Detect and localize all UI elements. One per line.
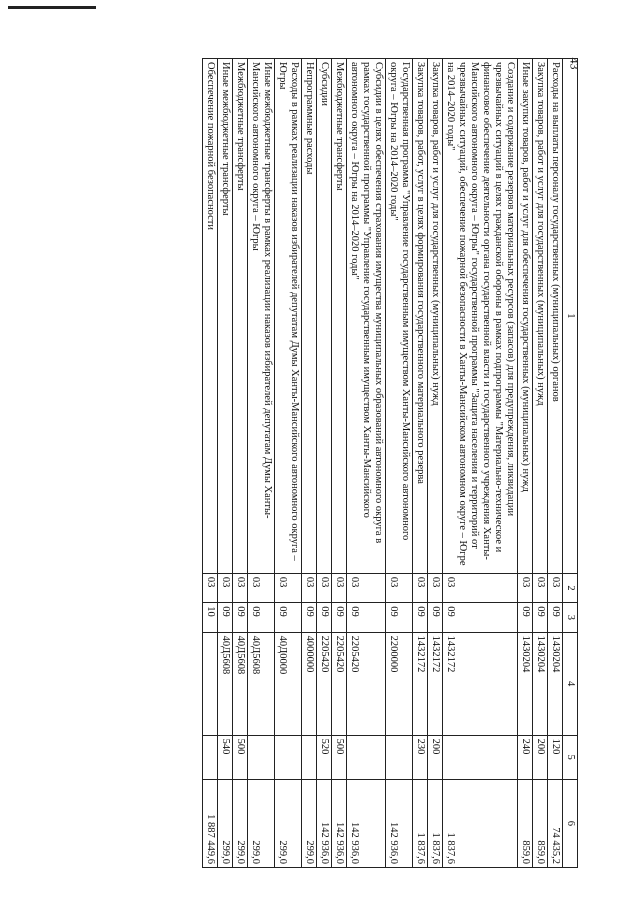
table-row <box>443 59 518 868</box>
row-section-cell: 03 <box>332 573 347 602</box>
row-code-cell: 40Д5608 <box>248 632 275 735</box>
row-section-cell: 03 <box>548 573 563 602</box>
row-code-cell: 1432172 <box>428 632 443 735</box>
row-name-cell: Иные закупки товаров, работ и услуг для обеспечения государственных (муниципальных) нужд <box>518 59 533 574</box>
row-sum-cell: 142 936,0 <box>347 779 386 867</box>
table-row <box>332 59 347 868</box>
row-subsection-cell: 09 <box>233 603 248 632</box>
row-type-cell <box>347 735 386 779</box>
table-row <box>275 59 302 868</box>
row-code-cell: 1430204 <box>548 632 563 735</box>
row-name-cell: Закупка товаров, работ и услуг для государственных (муниципальных) нужд <box>428 59 443 574</box>
table-row <box>248 59 275 868</box>
row-name-cell: Расходы на выплаты персоналу государственных (муниципальных) органов <box>548 59 563 574</box>
row-section-cell: 03 <box>233 573 248 602</box>
row-name-cell: Иные межбюджетные трансферты <box>218 59 233 574</box>
row-section-cell: 03 <box>302 573 317 602</box>
row-code-cell: 40Д0000 <box>275 632 302 735</box>
table-row <box>533 59 548 868</box>
row-code-cell <box>203 632 218 735</box>
table-row <box>203 59 218 868</box>
header-cell: 2 <box>563 573 578 602</box>
row-section-cell: 03 <box>428 573 443 602</box>
row-type-cell <box>302 735 317 779</box>
row-name-cell: Межбюджетные трансферты <box>332 59 347 574</box>
row-subsection-cell: 09 <box>428 603 443 632</box>
table-row <box>302 59 317 868</box>
row-subsection-cell: 10 <box>203 603 218 632</box>
header-row <box>563 59 578 868</box>
row-subsection-cell: 09 <box>413 603 428 632</box>
row-section-cell: 03 <box>518 573 533 602</box>
row-section-cell: 03 <box>413 573 428 602</box>
row-sum-cell: 142 936,0 <box>332 779 347 867</box>
row-section-cell: 03 <box>533 573 548 602</box>
row-sum-cell: 859,0 <box>533 779 548 867</box>
row-type-cell: 200 <box>428 735 443 779</box>
header-cell: 1 <box>563 59 578 574</box>
row-type-cell <box>248 735 275 779</box>
row-code-cell: 1430204 <box>533 632 548 735</box>
row-name-cell: Закупка товаров, работ и услуг для государственных (муниципальных) нужд <box>533 59 548 574</box>
row-name-cell: Обеспечение пожарной безопасности <box>203 59 218 574</box>
header-cell: 5 <box>563 735 578 779</box>
row-code-cell: 2205420 <box>347 632 386 735</box>
row-type-cell: 540 <box>218 735 233 779</box>
row-code-cell: 40Д5608 <box>233 632 248 735</box>
row-subsection-cell: 09 <box>218 603 233 632</box>
row-subsection-cell: 09 <box>332 603 347 632</box>
page-number: 43 <box>567 57 582 70</box>
row-code-cell: 1430204 <box>518 632 533 735</box>
row-sum-cell: 1 837,6 <box>443 779 518 867</box>
row-name-cell: Межбюджетные трансферты <box>233 59 248 574</box>
table-row <box>317 59 332 868</box>
row-name-cell: Закупка товаров, работ, услуг в целях формирования государственного материального резерва <box>413 59 428 574</box>
row-sum-cell: 299,0 <box>248 779 275 867</box>
row-type-cell: 230 <box>413 735 428 779</box>
row-section-cell: 03 <box>203 573 218 602</box>
table-row <box>548 59 563 868</box>
row-code-cell: 4000000 <box>302 632 317 735</box>
row-type-cell <box>443 735 518 779</box>
row-type-cell: 200 <box>533 735 548 779</box>
row-name-cell: Субсидии в целях обеспечения страхования имущества муниципальных образований автономного округа в рамках государственной программы "Управление государственным имуществом Ханты-Мансийского автономного округа – Югры на 2014–2020 годы" <box>347 59 386 574</box>
row-name-cell: Государственная программа "Управление государственным имуществом Ханты-Мансийского автономного округа – Югры на 2014–2020 годы" <box>386 59 413 574</box>
row-subsection-cell: 09 <box>347 603 386 632</box>
row-subsection-cell: 09 <box>533 603 548 632</box>
row-code-cell: 1432172 <box>443 632 518 735</box>
table-row <box>428 59 443 868</box>
table-row <box>218 59 233 868</box>
row-section-cell: 03 <box>218 573 233 602</box>
row-section-cell: 03 <box>386 573 413 602</box>
row-sum-cell: 74 435,2 <box>548 779 563 867</box>
row-code-cell: 1432172 <box>413 632 428 735</box>
row-subsection-cell: 09 <box>317 603 332 632</box>
header-cell: 6 <box>563 779 578 867</box>
row-section-cell: 03 <box>317 573 332 602</box>
row-section-cell: 03 <box>275 573 302 602</box>
row-sum-cell: 299,0 <box>233 779 248 867</box>
table-row <box>347 59 386 868</box>
table-row <box>518 59 533 868</box>
row-subsection-cell: 09 <box>386 603 413 632</box>
row-section-cell: 03 <box>443 573 518 602</box>
row-name-cell: Создание и содержание резервов материальных ресурсов (запасов) для предупреждения, ликвидации чрезвычайных ситуаций в целях гражданской обороны в рамках подпрограммы "Материально-техническое и финансовое обеспечение деятельности органа государственной власти и государственного учреждения Ханты-Мансийского автономного округа – Югры" государственной программы "Защита населения и территорий от чрезвычайных ситуаций, обеспечение пожарной безопасности в Ханты-Мансийском автономном округе – Югре на 2014–2020 годы" <box>443 59 518 574</box>
row-sum-cell: 859,0 <box>518 779 533 867</box>
table-row <box>233 59 248 868</box>
row-sum-cell: 1 837,6 <box>413 779 428 867</box>
row-type-cell: 500 <box>233 735 248 779</box>
row-sum-cell: 299,0 <box>275 779 302 867</box>
row-subsection-cell: 09 <box>302 603 317 632</box>
row-subsection-cell: 09 <box>275 603 302 632</box>
row-section-cell: 03 <box>347 573 386 602</box>
scan-edge-mark <box>8 6 96 9</box>
row-name-cell: Непрограммные расходы <box>302 59 317 574</box>
row-name-cell: Субсидии <box>317 59 332 574</box>
row-sum-cell: 1 887 449,6 <box>203 779 218 867</box>
header-cell: 3 <box>563 603 578 632</box>
row-sum-cell: 142 936,0 <box>386 779 413 867</box>
header-cell: 4 <box>563 632 578 735</box>
row-subsection-cell: 09 <box>548 603 563 632</box>
row-code-cell: 40Д5608 <box>218 632 233 735</box>
row-sum-cell: 1 837,6 <box>428 779 443 867</box>
row-type-cell: 240 <box>518 735 533 779</box>
row-type-cell <box>275 735 302 779</box>
row-code-cell: 2200000 <box>386 632 413 735</box>
row-code-cell: 2205420 <box>317 632 332 735</box>
row-sum-cell: 299,0 <box>302 779 317 867</box>
row-sum-cell: 299,0 <box>218 779 233 867</box>
table-body <box>203 59 563 868</box>
row-subsection-cell: 09 <box>518 603 533 632</box>
row-sum-cell: 142 936,0 <box>317 779 332 867</box>
row-section-cell: 03 <box>248 573 275 602</box>
table-row <box>413 59 428 868</box>
row-subsection-cell: 09 <box>443 603 518 632</box>
row-type-cell <box>386 735 413 779</box>
row-type-cell: 500 <box>332 735 347 779</box>
row-type-cell <box>203 735 218 779</box>
row-name-cell: Иные межбюджетные трансферты в рамках реализации наказов избирателей депутатам Думы Ханты-Мансийского автономного округа – Югры <box>248 59 275 574</box>
budget-table <box>202 58 578 868</box>
table-row <box>386 59 413 868</box>
row-name-cell: Расходы в рамках реализации наказов избирателей депутатам Думы Ханты-Мансийского автономного округа – Югры <box>275 59 302 574</box>
row-code-cell: 2205420 <box>332 632 347 735</box>
budget-table-rotated <box>202 58 578 868</box>
row-subsection-cell: 09 <box>248 603 275 632</box>
row-type-cell: 520 <box>317 735 332 779</box>
row-type-cell: 120 <box>548 735 563 779</box>
